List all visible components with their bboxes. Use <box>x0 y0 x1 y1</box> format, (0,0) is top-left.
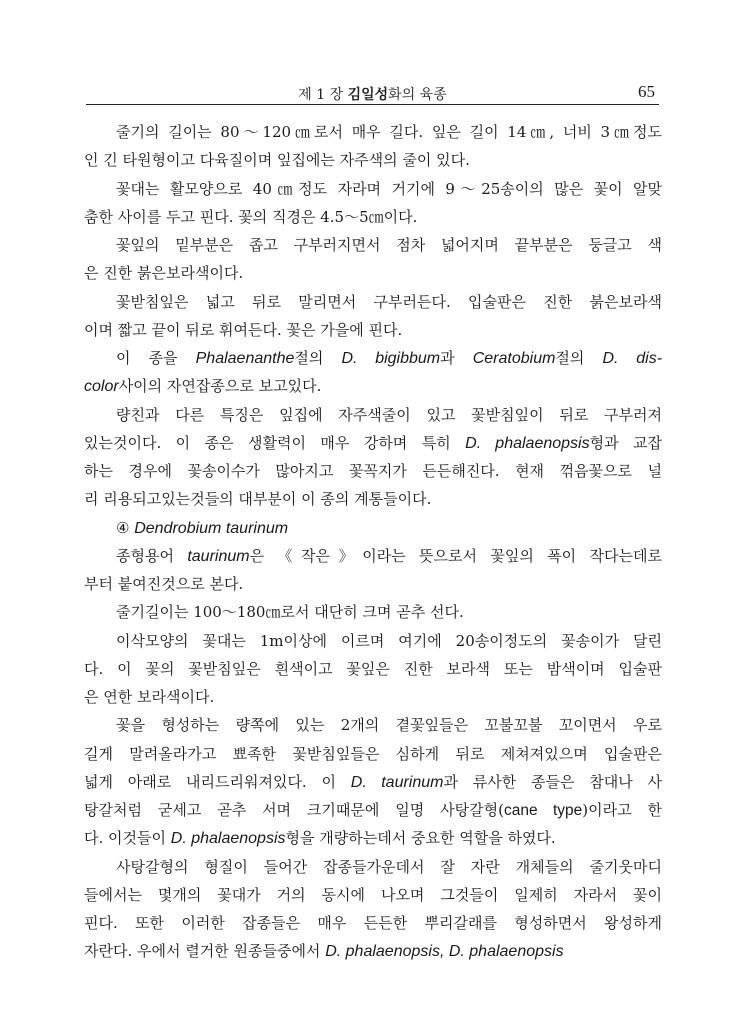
text-line <box>84 457 662 485</box>
text-run: 과 <box>440 349 473 367</box>
text-line <box>84 401 662 429</box>
text-line <box>84 316 662 344</box>
text-run: 길게 말려올라가고 뾰족한 꽃받침잎들은 심하게 뒤로 제쳐져있으며 입술판은 <box>84 744 662 763</box>
text-run: 인 긴 타원형이고 다육질이며 잎집에는 자주색의 줄이 있다. <box>84 151 470 170</box>
text-line <box>84 937 662 965</box>
text-run: 자란다. 우에서 렬거한 원종들중에서 <box>84 942 326 961</box>
text-run: 있는것이다. 이 종은 생활력이 매우 강하며 특히 <box>84 433 466 452</box>
text-line <box>84 570 662 598</box>
text-run: 종형용어 <box>116 546 188 565</box>
text-line <box>84 909 662 937</box>
italic-term: D. phalaenopsis <box>170 830 286 848</box>
text-run: 들에서는 몇개의 꽃대가 거의 동시에 나오며 그것들이 일제히 자라서 꽃이 <box>84 885 662 904</box>
text-run: 줄기의 길이는 80～120㎝로서 매우 길다. 잎은 길이 14㎝, 너비 3㎝정도 <box>116 123 662 141</box>
text-line <box>84 259 662 287</box>
text-run: 이 종을 <box>116 349 196 367</box>
text-run: 형과 교잡 <box>589 433 662 452</box>
text-line <box>84 118 662 146</box>
text-run: 절의 <box>294 349 342 367</box>
text-line <box>84 344 662 372</box>
text-line <box>84 853 662 881</box>
text-line <box>84 824 662 852</box>
chapter-suffix: 화의 육종 <box>388 87 447 103</box>
text-line <box>84 485 662 513</box>
text-run: 은 진한 붉은보라색이다. <box>84 264 244 283</box>
italic-term: Ceratobium <box>472 350 556 367</box>
text-line <box>84 542 662 570</box>
text-run: 넓게 아래로 내리드리워져있다. 이 <box>84 772 351 791</box>
body-text <box>84 118 662 966</box>
text-line <box>84 175 662 203</box>
italic-term: D. bigibbum <box>341 350 441 367</box>
text-run: 하는 경우에 꽃송이수가 많아지고 꽃꼭지가 든든해진다. 현재 꺾음꽃으로 널 <box>84 462 662 480</box>
text-run: )이라고 한 <box>582 801 662 819</box>
italic-term: Dendrobium taurinum <box>134 519 289 537</box>
text-run: 꽃잎의 밑부분은 좁고 구부러지면서 점차 넓어지며 끝부분은 둥글고 색 <box>116 236 662 254</box>
italic-term: D. phalaenopsis, D. phalaenopsis <box>325 943 564 961</box>
italic-term: color <box>84 378 119 396</box>
text-run: 형을 개량하는데서 중요한 역할을 하였다. <box>285 829 556 848</box>
italic-term: D. phalaenopsis <box>465 434 590 452</box>
text-line <box>84 372 662 400</box>
chapter-title <box>86 84 659 104</box>
text-line <box>84 288 662 316</box>
text-run: 핀다. 또한 이러한 잡종들은 매우 든든한 뿌리갈래를 형성하면서 왕성하게 <box>84 914 662 932</box>
text-line <box>84 429 662 457</box>
text-run: 과 류사한 종들은 참대나 사 <box>443 772 663 791</box>
text-run: 탕갈처럼 굳세고 곧추 서며 크기때문에 일명 사탕갈형( <box>84 801 504 819</box>
text-run: 절의 <box>555 349 603 367</box>
text-run: 이삭모양의 꽃대는 1m이상에 이르며 여기에 20송이정도의 꽃송이가 달린 <box>116 631 662 650</box>
italic-term: Phalaenanthe <box>195 350 295 367</box>
text-run: 사이의 자연잡종으로 보고있다. <box>118 377 322 396</box>
text-run: 은 연한 보라색이다. <box>84 688 215 706</box>
text-run: 꽃대는 활모양으로 40㎝정도 자라며 거기에 9～25송이의 많은 꽃이 알맞 <box>116 179 662 198</box>
italic-term: D. taurinum <box>350 773 444 791</box>
text-line <box>84 627 662 655</box>
text-run: 리 리용되고있는것들의 대부분이 이 종의 계통들이다. <box>84 490 432 509</box>
text-run: 다. 이것들이 <box>84 829 171 848</box>
italic-term: taurinum <box>187 547 250 565</box>
text-line <box>84 146 662 174</box>
italic-term: D. dis- <box>602 350 663 367</box>
text-line <box>84 881 662 909</box>
text-run: 꽃을 형성하는 량쪽에 있는 2개의 곁꽃잎들은 꼬불꼬불 꼬이면서 우로 <box>116 716 662 735</box>
text-line <box>84 514 662 542</box>
text-line <box>84 796 662 824</box>
text-line <box>84 740 662 768</box>
text-line <box>84 231 662 259</box>
text-run: 부터 붙여진것으로 본다. <box>84 575 244 593</box>
text-run: 줄기길이는 100～180㎝로서 대단히 크며 곧추 선다. <box>116 603 464 622</box>
text-run: 사탕갈형의 형질이 들어간 잡종들가운데서 잘 자란 개체들의 줄기웃마디 <box>116 857 662 876</box>
text-run: ④ <box>116 518 135 537</box>
text-line <box>84 598 662 626</box>
text-line <box>84 768 662 796</box>
running-header <box>86 80 659 105</box>
chapter-prefix: 제 1 장 <box>298 87 348 103</box>
text-line <box>84 711 662 739</box>
page-number: 65 <box>638 82 655 101</box>
text-run: 다. 이 꽃의 꽃받침잎은 흰색이고 꽃잎은 진한 보라색 또는 밤색이며 입술판 <box>84 659 662 678</box>
chapter-name: 김일성 <box>347 87 389 103</box>
text-line <box>84 203 662 231</box>
text-run: 량친과 다른 특징은 잎집에 자주색줄이 있고 꽃받침잎이 뒤로 구부러져 <box>116 405 662 424</box>
text-run: 이며 짧고 끝이 뒤로 휘여든다. 꽃은 가을에 핀다. <box>84 320 403 339</box>
text-run: 춤한 사이를 두고 핀다. 꽃의 직경은 4.5～5㎝이다. <box>84 207 418 226</box>
text-run: cane type <box>503 802 583 819</box>
text-run: 꽃받침잎은 넓고 뒤로 말리면서 구부러든다. 입술판은 진한 붉은보라색 <box>116 292 662 311</box>
text-line <box>84 683 662 711</box>
text-run: 은 《작은》이라는 뜻으로서 꽃잎의 폭이 작다는데로 <box>249 546 662 565</box>
text-line <box>84 655 662 683</box>
